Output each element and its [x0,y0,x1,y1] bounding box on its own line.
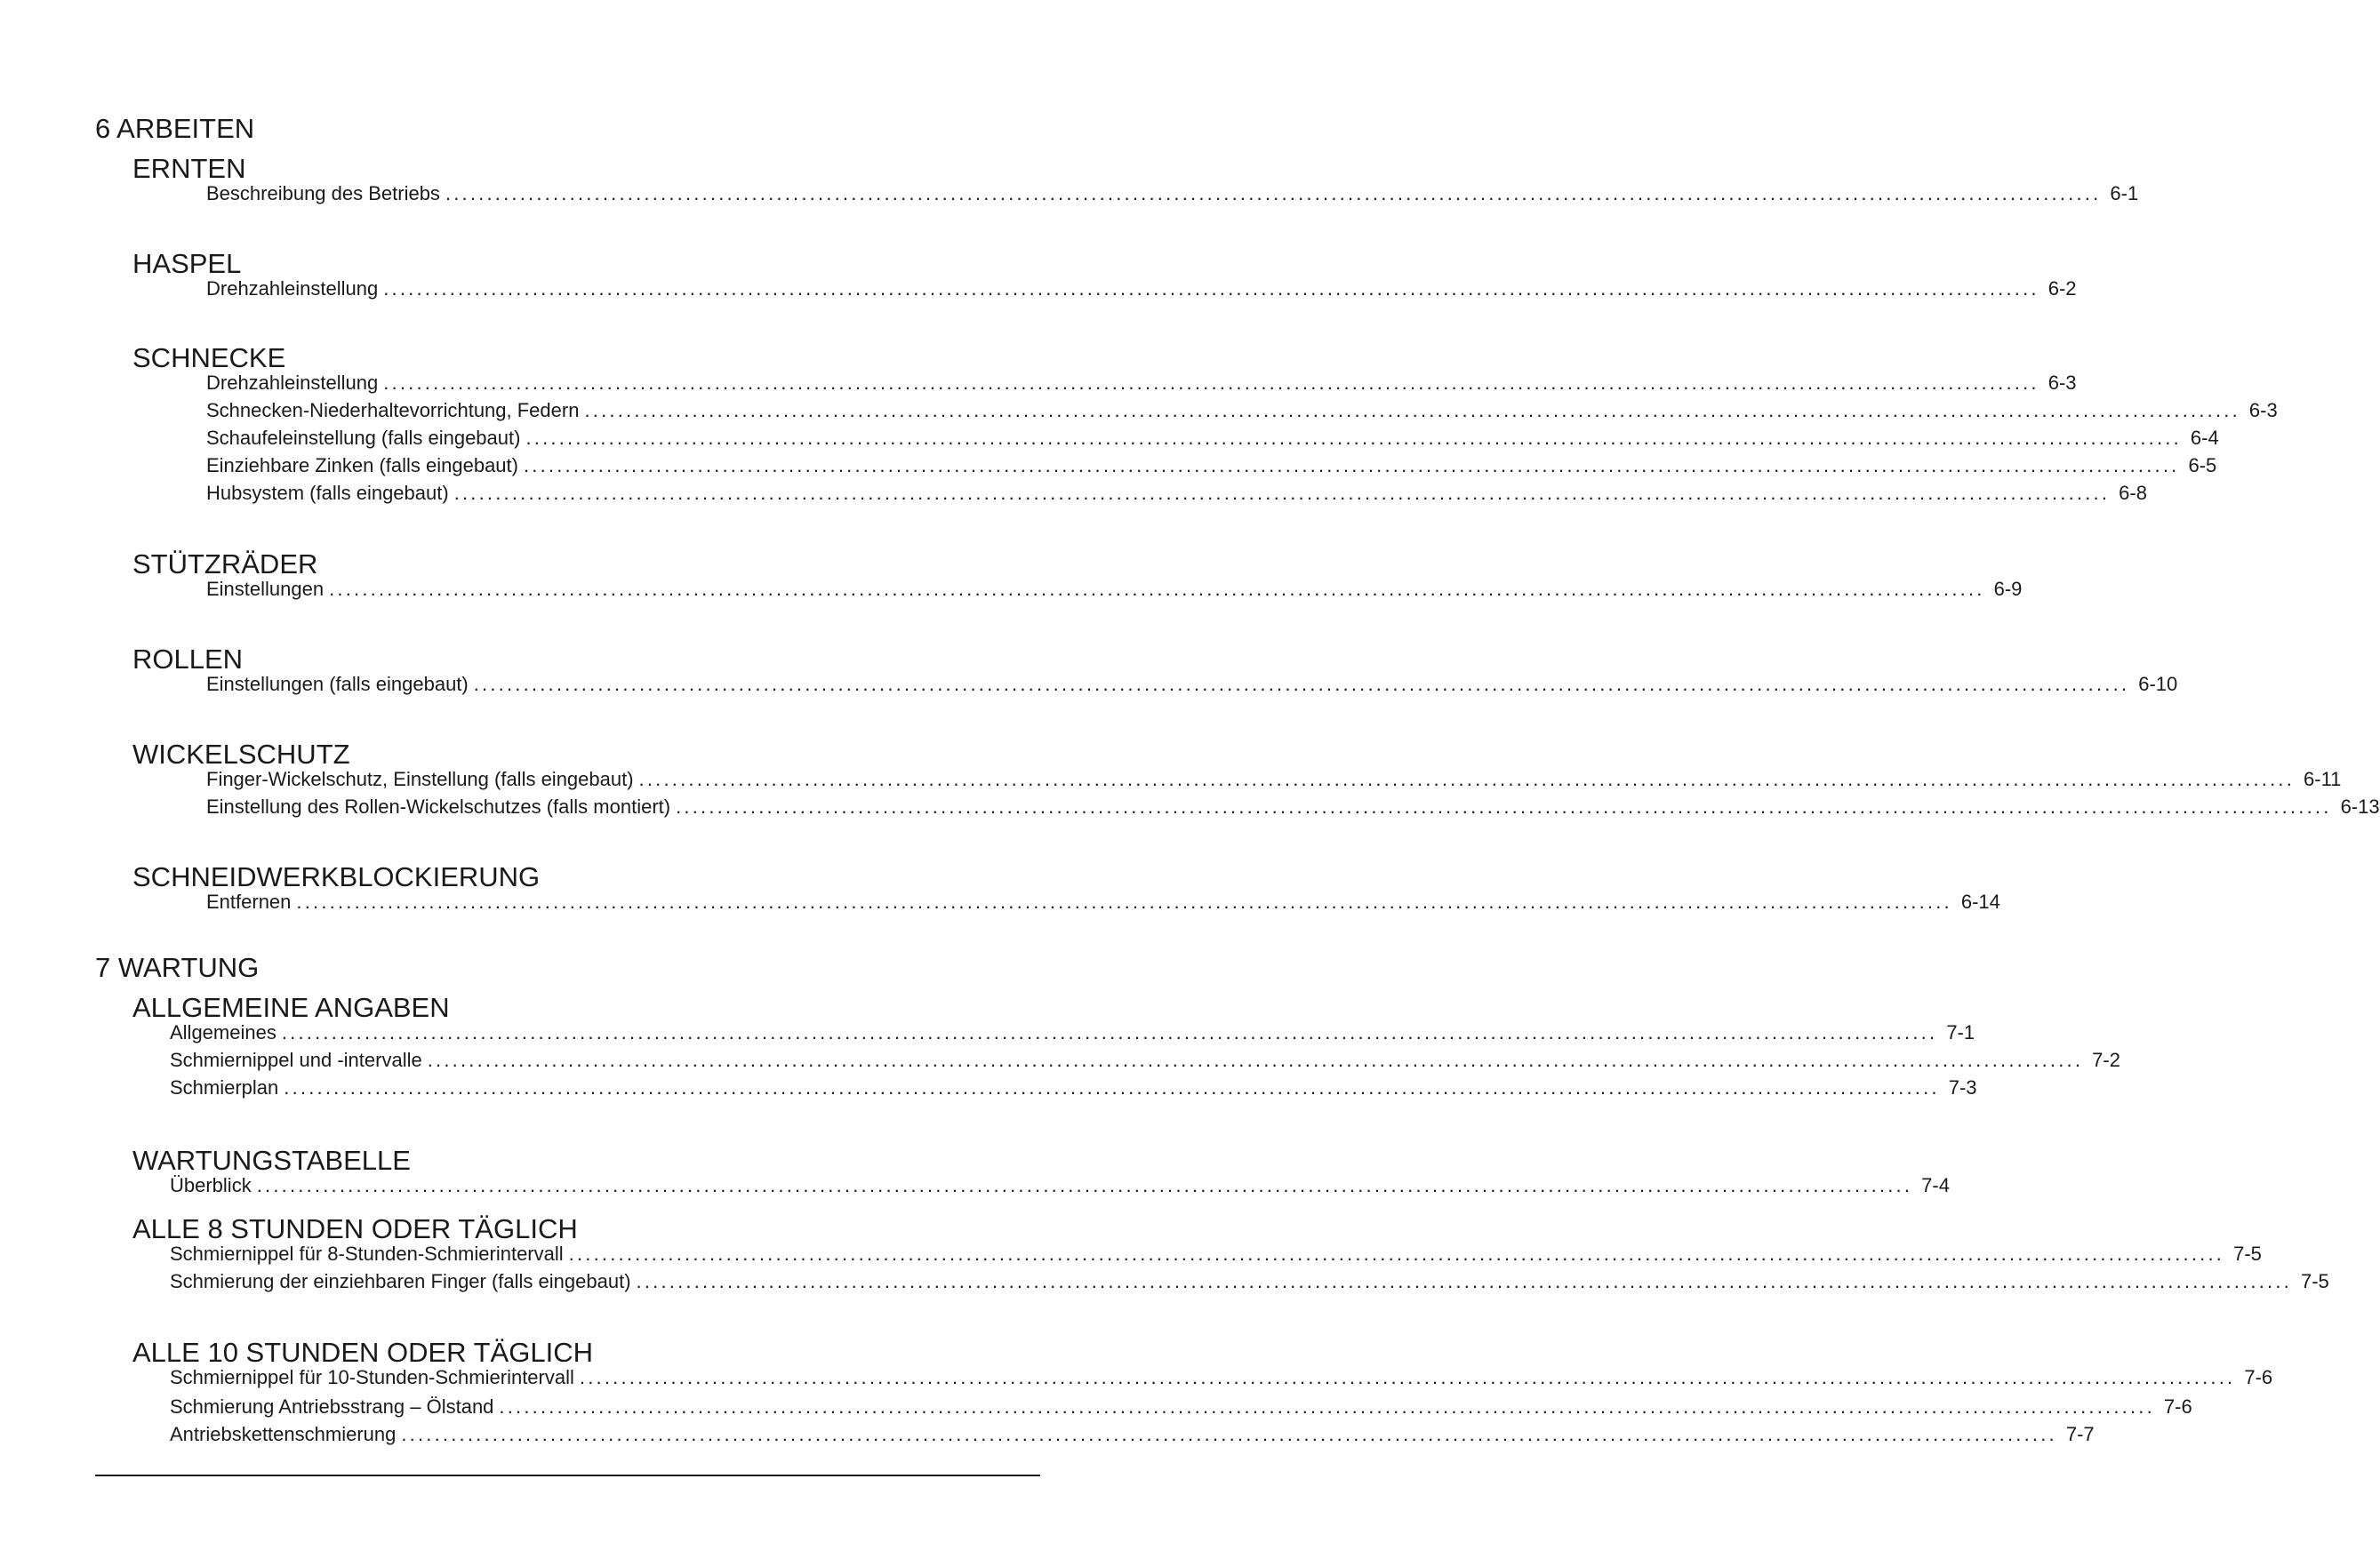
toc-entry-page: 7-5 [2233,1243,2262,1265]
toc-entry[interactable] [206,371,2077,396]
toc-entry-title: Antriebskettenschmierung [170,1423,397,1445]
toc-entry-title: Einziehbare Zinken (falls eingebaut) [206,454,518,476]
section-heading-rollen: ROLLEN [132,644,244,675]
toc-entry-title: Schmierplan [170,1076,279,1099]
toc-entry-title: Schaufeleinstellung (falls eingebaut) [206,427,521,449]
toc-entry-page: 6-1 [2110,182,2139,204]
toc-entry[interactable] [170,1173,1950,1198]
toc-entry[interactable] [170,1242,2262,1267]
dot-leader: ........................................................................................................................................................................................................ [499,1395,2155,1418]
toc-entry-title: Schmiernippel für 10-Stunden-Schmierintervall [170,1366,574,1388]
dot-leader: ........................................................................................................................................................................................................ [523,454,2180,476]
toc-entry-page: 7-6 [2163,1395,2192,1418]
toc-entry-title: Überblick [170,1174,252,1196]
toc-entry[interactable] [206,181,2139,206]
dot-leader: ........................................................................................................................................................................................................ [445,182,2102,204]
toc-entry-page: 6-13 [2340,795,2380,818]
dot-leader: ........................................................................................................................................................................................................ [568,1243,2225,1265]
dot-leader: ........................................................................................................................................................................................................ [401,1423,2057,1445]
section-heading-wartungstabelle: WARTUNGSTABELLE [132,1145,411,1176]
toc-entry-page: 7-5 [2300,1270,2329,1292]
toc-entry-title: Schmierung Antriebsstrang – Ölstand [170,1395,494,1418]
toc-entry-title: Schmierung der einziehbaren Finger (falls eingebaut) [170,1270,631,1292]
toc-entry-page: 6-3 [2248,399,2278,421]
dot-leader: ........................................................................................................................................................................................................ [296,891,1952,913]
toc-entry[interactable] [206,577,2023,602]
chapter-heading-7: 7 WARTUNG [95,952,260,983]
toc-entry-page: 7-6 [2244,1366,2273,1388]
toc-entry[interactable] [206,795,2380,819]
toc-entry-title: Schmiernippel für 8-Stunden-Schmierintervall [170,1243,564,1265]
toc-entry-page: 6-2 [2047,277,2077,300]
dot-leader: ........................................................................................................................................................................................................ [256,1174,1913,1196]
toc-entry[interactable] [170,1075,1977,1100]
toc-entry-title: Schnecken-Niederhaltevorrichtung, Federn [206,399,580,421]
toc-entry-page: 6-9 [1993,578,2023,600]
toc-entry[interactable] [170,1269,2329,1294]
toc-entry-page: 7-3 [1948,1076,1977,1099]
toc-entry-title: Beschreibung des Betriebs [206,182,440,204]
toc-entry[interactable] [170,1422,2095,1447]
toc-entry-title: Einstellungen [206,578,325,600]
dot-leader: ........................................................................................................................................................................................................ [453,482,2111,504]
toc-entry-title: Schmiernippel und -intervalle [170,1049,422,1071]
section-heading-alle-10-stunden: ALLE 10 STUNDEN ODER TÄGLICH [132,1337,593,1368]
section-heading-schneidwerkblockierung: SCHNEIDWERKBLOCKIERUNG [132,861,541,892]
dot-leader: ........................................................................................................................................................................................................ [473,673,2130,695]
dot-leader: ........................................................................................................................................................................................................ [284,1076,1940,1099]
dot-leader: ........................................................................................................................................................................................................ [383,277,2039,300]
section-heading-stuetzraeder: STÜTZRÄDER [132,548,318,580]
toc-entry-title: Allgemeines [170,1021,276,1043]
toc-entry-page: 6-4 [2190,427,2219,449]
dot-leader: ........................................................................................................................................................................................................ [281,1021,1938,1043]
dot-leader: ........................................................................................................................................................................................................ [383,372,2039,394]
section-heading-alle-8-stunden: ALLE 8 STUNDEN ODER TÄGLICH [132,1213,578,1244]
footer-rule [95,1475,1040,1476]
toc-entry[interactable] [206,672,2178,697]
toc-entry[interactable] [206,453,2217,478]
toc-entry[interactable] [206,481,2147,506]
section-heading-ernten: ERNTEN [132,153,246,184]
toc-entry[interactable] [206,398,2278,423]
toc-entry-page: 6-14 [1960,891,2000,913]
dot-leader: ........................................................................................................................................................................................................ [579,1366,2236,1388]
toc-entry[interactable] [170,1365,2273,1390]
dot-leader: ........................................................................................................................................................................................................ [525,427,2182,449]
dot-leader: ........................................................................................................................................................................................................ [329,578,1985,600]
toc-entry[interactable] [206,276,2077,301]
dot-leader: ........................................................................................................................................................................................................ [427,1049,2084,1071]
toc-entry-title: Entfernen [206,891,292,913]
toc-entry-page: 7-1 [1946,1021,1975,1043]
toc-entry-page: 6-8 [2119,482,2147,504]
section-heading-wickelschutz: WICKELSCHUTZ [132,739,350,770]
dot-leader: ........................................................................................................................................................................................................ [638,768,2296,790]
toc-entry-page: 6-5 [2188,454,2217,476]
toc-entry-title: Einstellungen (falls eingebaut) [206,673,469,695]
toc-entry[interactable] [170,1048,2120,1073]
toc-entry[interactable] [206,890,2000,915]
toc-entry[interactable] [206,426,2219,451]
chapter-heading-6: 6 ARBEITEN [95,113,255,144]
toc-entry[interactable] [206,767,2342,792]
toc-entry-page: 6-11 [2304,768,2342,790]
toc-entry-page: 7-7 [2065,1423,2095,1445]
section-heading-allgemeine-angaben: ALLGEMEINE ANGABEN [132,992,450,1023]
toc-entry-page: 6-10 [2138,673,2178,695]
section-heading-haspel: HASPEL [132,248,242,279]
toc-entry-title: Finger-Wickelschutz, Einstellung (falls eingebaut) [206,768,634,790]
toc-entry[interactable] [170,1020,1975,1045]
toc-entry-page: 6-3 [2047,372,2077,394]
toc-entry-page: 7-2 [2092,1049,2120,1071]
toc-entry-title: Hubsystem (falls eingebaut) [206,482,449,504]
toc-entry-title: Einstellung des Rollen-Wickelschutzes (falls montiert) [206,795,671,818]
dot-leader: ........................................................................................................................................................................................................ [584,399,2240,421]
dot-leader: ........................................................................................................................................................................................................ [676,795,2332,818]
toc-entry-page: 7-4 [1921,1174,1950,1196]
dot-leader: ........................................................................................................................................................................................................ [636,1270,2292,1292]
toc-entry-title: Drehzahleinstellung [206,277,379,300]
toc-entry-title: Drehzahleinstellung [206,372,379,394]
section-heading-schnecke: SCHNECKE [132,342,286,373]
toc-entry[interactable] [170,1395,2192,1419]
